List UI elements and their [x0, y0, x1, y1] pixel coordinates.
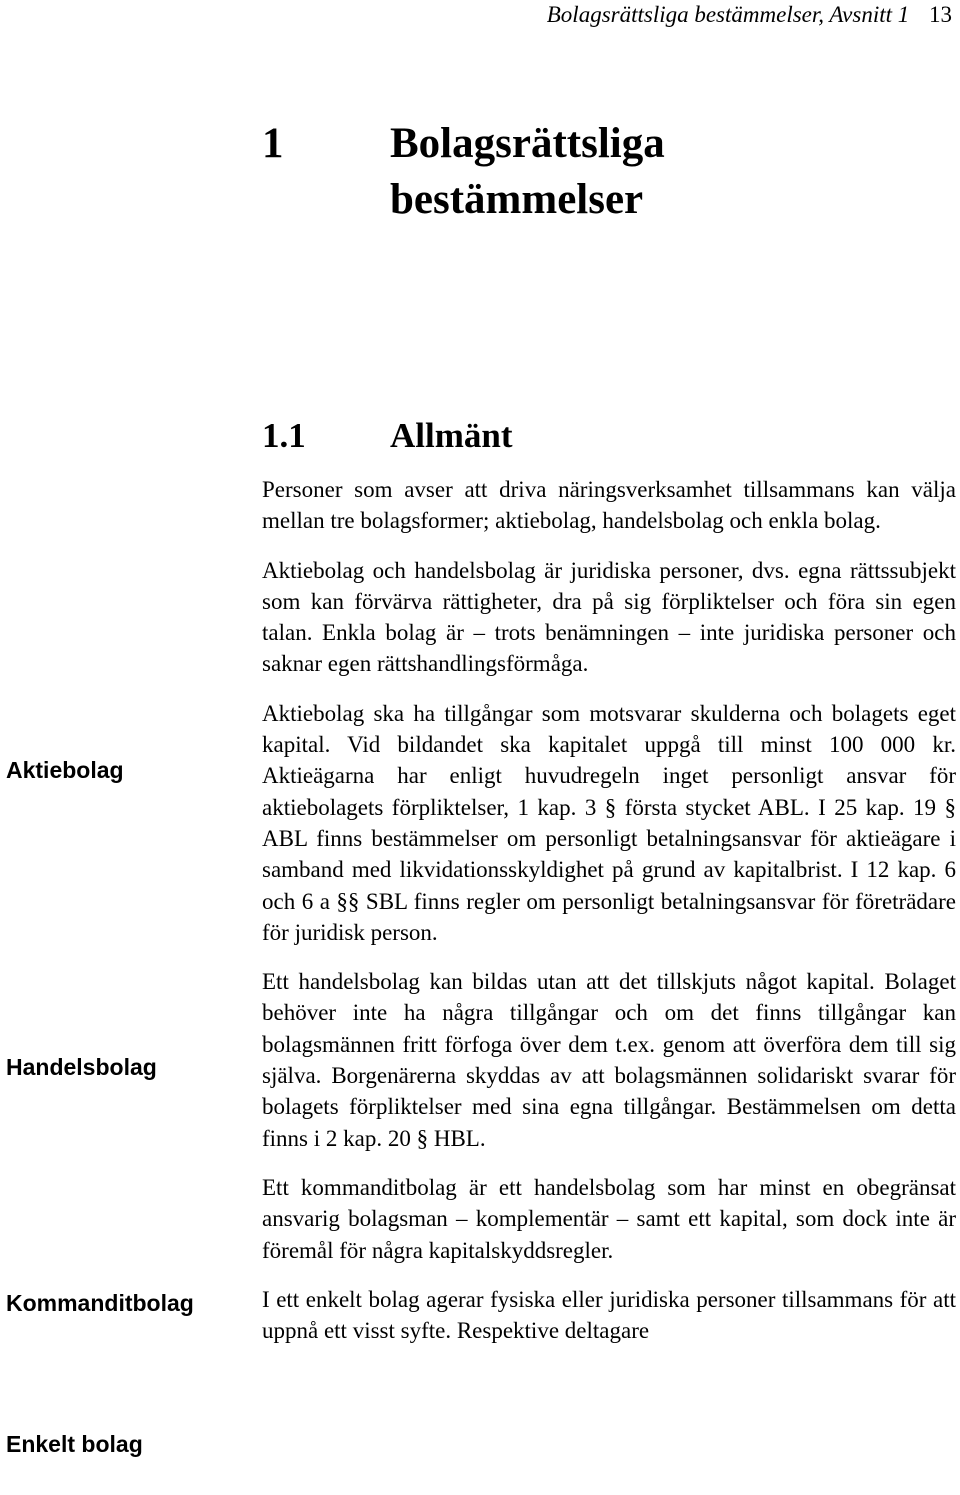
chapter-number: 1	[262, 120, 284, 167]
paragraph-kommanditbolag: Ett kommanditbolag är ett handelsbolag som har minst en obegränsat ansvarig bolagsman – komplementär – samt ett kapital, som dock inte är föremål för några kapitalskyddsregler.	[262, 1174, 956, 1263]
paragraph-juridiska-personer: Aktiebolag och handelsbolag är juridiska personer, dvs. egna rättssubjekt som kan förvärva rättigheter, dra på sig förpliktelser och föra sin egen talan. Enkla bolag är – trots benämningen – inte juridiska personer och saknar egen rättshandlingsförmåga.	[262, 557, 956, 677]
margin-note-enkelt-bolag: Enkelt bolag	[6, 1431, 143, 1457]
page-number: 13	[929, 2, 952, 27]
paragraph-handelsbolag: Ett handelsbolag kan bildas utan att det tillskjuts något kapital. Bolaget behöver inte ha några tillgångar och om det finns tillgångar kan bolagsmännen fritt förfoga över dem t.ex. genom att överföra dem till sig själva. Borgenärerna skyddas av att bolagsmännen solidariskt svarar för bolagets förpliktelser med sina egna tillgångar. Bestämmelsen om detta finns i 2 kap. 20 § HBL.	[262, 969, 956, 1151]
paragraph-aktiebolag: Aktiebolag ska ha tillgångar som motsvarar skulderna och bolagets eget kapital. Vid bildandet ska kapitalet uppgå till minst 100 000 kr. Aktieägarna har enligt huvudregeln inget personligt ansvar för aktiebolagets förpliktelser, 1 kap. 3 § första stycket ABL. I 25 kap. 19 § ABL finns bestämmelser om personligt betalningsansvar för aktieägare i samband med likvidationsskyldighet på grund av kapitalbrist. I 12 kap. 6 och 6 a §§ SBL finns regler om personligt betalningsansvar för företrädare för juridisk person.	[262, 700, 956, 945]
margin-note-aktiebolag: Aktiebolag	[6, 757, 124, 783]
paragraph-enkelt-bolag: I ett enkelt bolag agerar fysiska eller juridiska personer tillsammans för att uppnå ett visst syfte. Respektive deltagare	[262, 1286, 956, 1344]
margin-note-kommanditbolag: Kommanditbolag	[6, 1290, 194, 1316]
chapter-heading	[262, 116, 810, 228]
running-header-section: Avsnitt 1	[829, 2, 910, 27]
chapter-title: Bolagsrättsliga bestämmelser	[390, 120, 665, 223]
margin-note-handelsbolag: Handelsbolag	[6, 1054, 157, 1080]
running-header-title: Bolagsrättsliga bestämmelser,	[546, 2, 830, 27]
body-text	[262, 474, 956, 1364]
section-title: Allmänt	[390, 416, 513, 455]
section-heading	[262, 413, 513, 459]
section-number: 1.1	[262, 416, 306, 455]
paragraph-intro: Personer som avser att driva näringsverksamhet tillsammans kan välja mellan tre bolagsformer; aktiebolag, handelsbolag och enkla bolag.	[262, 477, 956, 534]
running-header	[547, 2, 952, 28]
